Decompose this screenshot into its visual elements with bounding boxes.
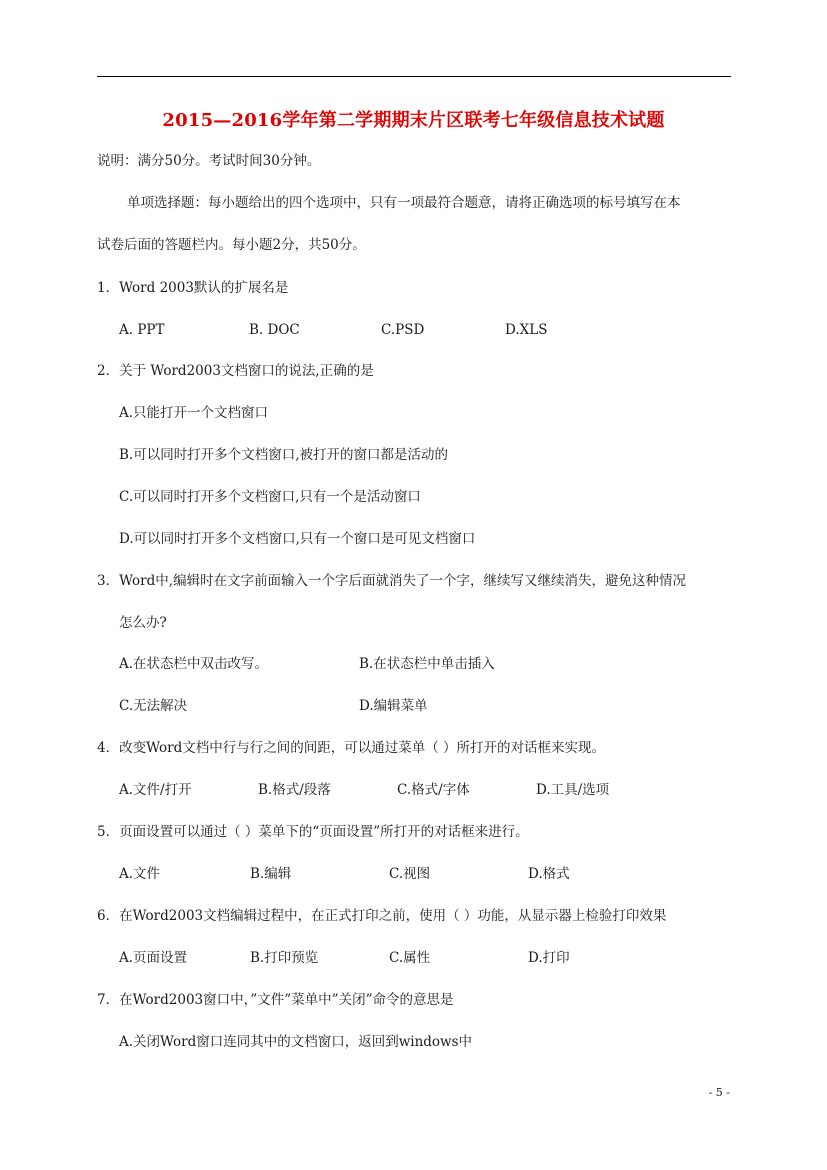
- question-1-option-b: B. DOC: [249, 322, 300, 338]
- exam-note: 说明：满分50分。考试时间30分钟。: [97, 153, 321, 169]
- question-3-option-a: A.在状态栏中双击改写。: [119, 656, 269, 672]
- question-5-stem: 5．页面设置可以通过（ ）菜单下的“页面设置”所打开的对话框来进行。: [97, 824, 529, 840]
- header-rule: [97, 76, 731, 77]
- question-5-option-d: D.格式: [528, 866, 570, 882]
- question-5-option-c: C.视图: [389, 866, 431, 882]
- question-2-stem: 2．关于 Word2003文档窗口的说法,正确的是: [97, 363, 374, 379]
- question-2-option-a: A.只能打开一个文档窗口: [119, 405, 269, 421]
- question-7-stem: 7．在Word2003窗口中，”文件”菜单中”关闭”命令的意思是: [97, 992, 454, 1008]
- question-6-option-a: A.页面设置: [119, 950, 188, 966]
- question-1-option-a: A. PPT: [119, 322, 165, 338]
- question-2-option-c: C.可以同时打开多个文档窗口,只有一个是活动窗口: [119, 489, 421, 505]
- question-3-stem: 3．Word中,编辑时在文字前面输入一个字后面就消失了一个字，继续写又继续消失，避免这种情况: [97, 573, 687, 589]
- question-3-option-d: D.编辑菜单: [359, 698, 428, 714]
- question-1-option-d: D.XLS: [505, 322, 548, 338]
- question-3-option-b: B.在状态栏中单击插入: [359, 656, 495, 672]
- question-4-option-c: C.格式/字体: [397, 782, 470, 798]
- question-6-option-c: C.属性: [389, 950, 431, 966]
- question-1-option-c: C.PSD: [381, 322, 425, 338]
- question-4-option-b: B.格式/段落: [258, 782, 331, 798]
- question-2-option-d: D.可以同时打开多个文档窗口,只有一个窗口是可见文档窗口: [119, 531, 476, 547]
- question-3-stem-continued: 怎么办?: [119, 615, 167, 631]
- question-1-stem: 1．Word 2003默认的扩展名是: [97, 280, 289, 296]
- question-6-option-b: B.打印预览: [250, 950, 319, 966]
- section-instruction-line2: 试卷后面的答题栏内。每小题2分，共50分。: [97, 237, 366, 253]
- section-instruction-line1: 单项选择题：每小题给出的四个选项中，只有一项最符合题意，请将正确选项的标号填写在本: [127, 195, 681, 211]
- question-4-option-a: A.文件/打开: [119, 782, 192, 798]
- page-title: 2015—2016学年第二学期期末片区联考七年级信息技术试题: [162, 110, 665, 131]
- question-4-option-d: D.工具/选项: [536, 782, 610, 798]
- question-5-option-b: B.编辑: [250, 866, 292, 882]
- question-6-stem: 6．在Word2003文档编辑过程中，在正式打印之前，使用（ ）功能，从显示器上检验打印效果: [97, 908, 667, 924]
- question-3-option-c: C.无法解决: [119, 698, 188, 714]
- question-5-option-a: A.文件: [119, 866, 161, 882]
- question-6-option-d: D.打印: [528, 950, 570, 966]
- question-7-option-a: A.关闭Word窗口连同其中的文档窗口，返回到windows中: [119, 1034, 473, 1050]
- page-number: - 5 -: [708, 1086, 730, 1099]
- question-2-option-b: B.可以同时打开多个文档窗口,被打开的窗口都是活动的: [119, 447, 449, 463]
- question-4-stem: 4．改变Word文档中行与行之间的间距，可以通过菜单（ ）所打开的对话框来实现。: [97, 740, 606, 756]
